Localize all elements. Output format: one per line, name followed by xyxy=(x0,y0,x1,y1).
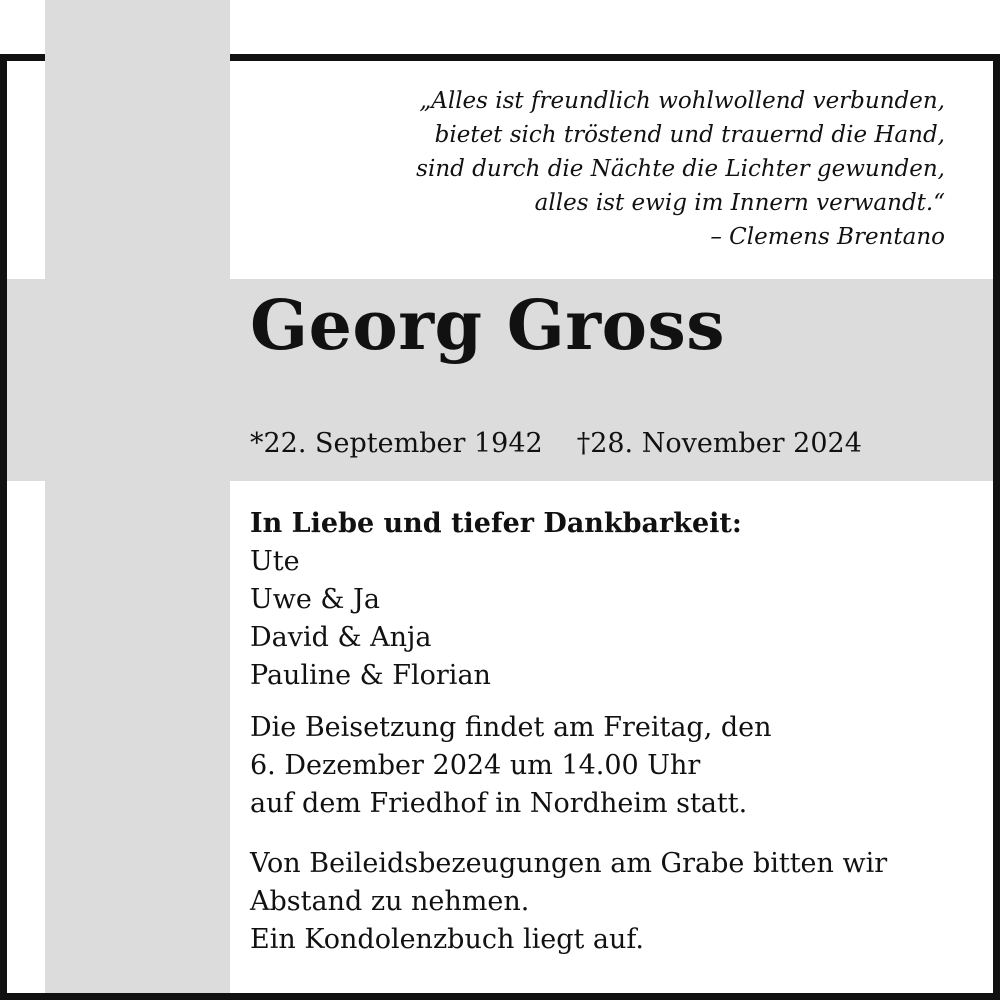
quote-line: bietet sich tröstend und trauernd die Hand, xyxy=(434,122,945,148)
quote-line: sind durch die Nächte die Lichter gewunden, xyxy=(416,156,945,182)
death-date: †28. November 2024 xyxy=(576,428,862,459)
quote-line: „Alles ist freundlich wohlwollend verbunden, xyxy=(419,88,945,114)
notice-line: Von Beileidsbezeugungen am Grabe bitten wir xyxy=(250,848,888,879)
mourner-name: Uwe & Ja xyxy=(250,584,380,615)
funeral-line: 6. Dezember 2024 um 14.00 Uhr xyxy=(250,750,701,781)
funeral-line: Die Beisetzung findet am Freitag, den xyxy=(250,712,772,743)
cross-vertical-bar xyxy=(45,0,230,993)
mourner-name: Pauline & Florian xyxy=(250,660,491,691)
quote-author: – Clemens Brentano xyxy=(710,224,945,250)
mourner-name: David & Anja xyxy=(250,622,432,653)
funeral-info xyxy=(250,709,887,823)
funeral-line: auf dem Friedhof in Nordheim statt. xyxy=(250,788,748,819)
notice-line: Abstand zu nehmen. xyxy=(250,886,530,917)
deceased-name: Georg Gross xyxy=(250,286,726,366)
condolence-notice xyxy=(250,845,887,959)
notice-line: Ein Kondolenzbuch liegt auf. xyxy=(250,924,645,955)
obituary-body xyxy=(250,505,887,959)
poem-quote xyxy=(305,84,945,254)
quote-line: alles ist ewig im Innern verwandt.“ xyxy=(534,190,945,216)
life-dates xyxy=(250,428,862,459)
mourner-name: Ute xyxy=(250,546,300,577)
birth-date: *22. September 1942 xyxy=(250,428,543,459)
mourners-heading: In Liebe und tiefer Dankbarkeit: xyxy=(250,508,742,539)
